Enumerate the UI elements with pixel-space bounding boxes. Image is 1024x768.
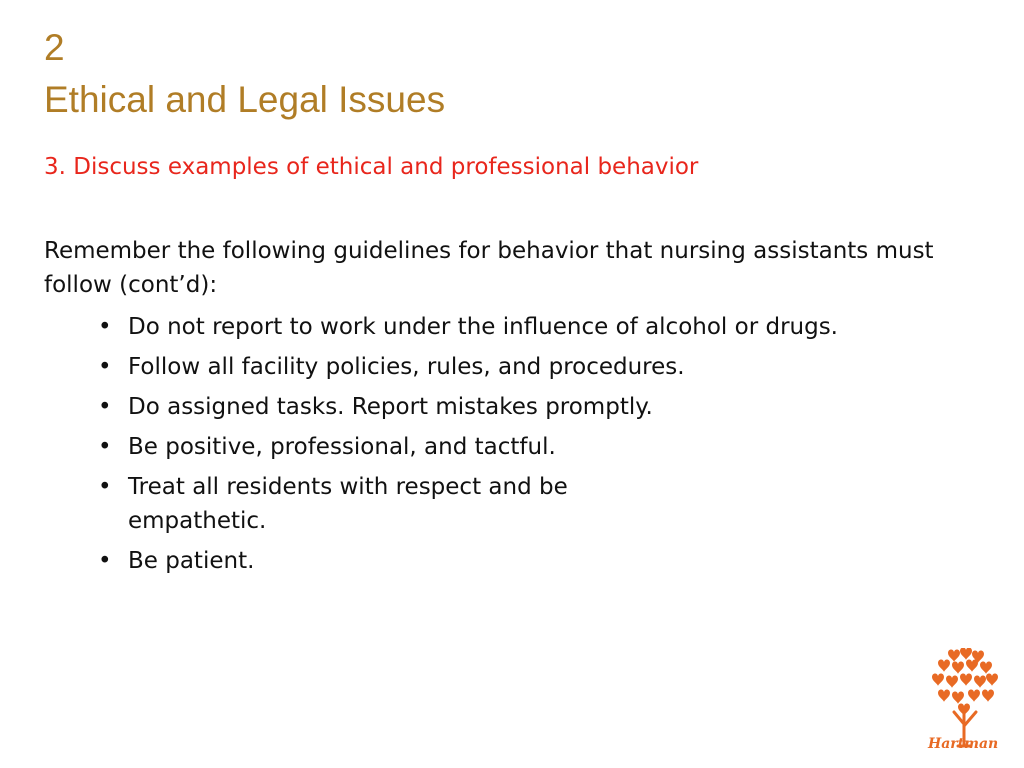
- brand-logo-text: Hartman: [928, 736, 999, 752]
- list-item-text: Be positive, professional, and tactful.: [128, 434, 556, 460]
- bullet-icon: •: [98, 354, 112, 380]
- bullet-icon: •: [98, 394, 112, 420]
- chapter-number: 2: [44, 27, 65, 68]
- chapter-title: Ethical and Legal Issues: [44, 79, 446, 120]
- bullet-icon: •: [98, 434, 112, 460]
- list-item-text: Be patient.: [128, 548, 255, 574]
- learning-objective: 3. Discuss examples of ethical and professional behavior: [44, 154, 699, 180]
- intro-text: Remember the following guidelines for behavior that nursing assistants must follow (cont’d):: [44, 238, 934, 298]
- list-item: [98, 544, 928, 578]
- list-item: [98, 470, 928, 538]
- list-item: [98, 350, 928, 384]
- list-item: [98, 430, 928, 464]
- list-item-text: Treat all residents with respect and be empathetic.: [128, 474, 568, 534]
- list-item: [98, 310, 928, 344]
- bullet-icon: •: [98, 314, 112, 340]
- guidelines-list: [98, 310, 928, 584]
- list-item-text: Do not report to work under the influence of alcohol or drugs.: [128, 314, 838, 340]
- list-item-text: Do assigned tasks. Report mistakes promptly.: [128, 394, 653, 420]
- list-item-text: Follow all facility policies, rules, and procedures.: [128, 354, 685, 380]
- list-item: [98, 390, 928, 424]
- bullet-icon: •: [98, 474, 112, 500]
- bullet-icon: •: [98, 548, 112, 574]
